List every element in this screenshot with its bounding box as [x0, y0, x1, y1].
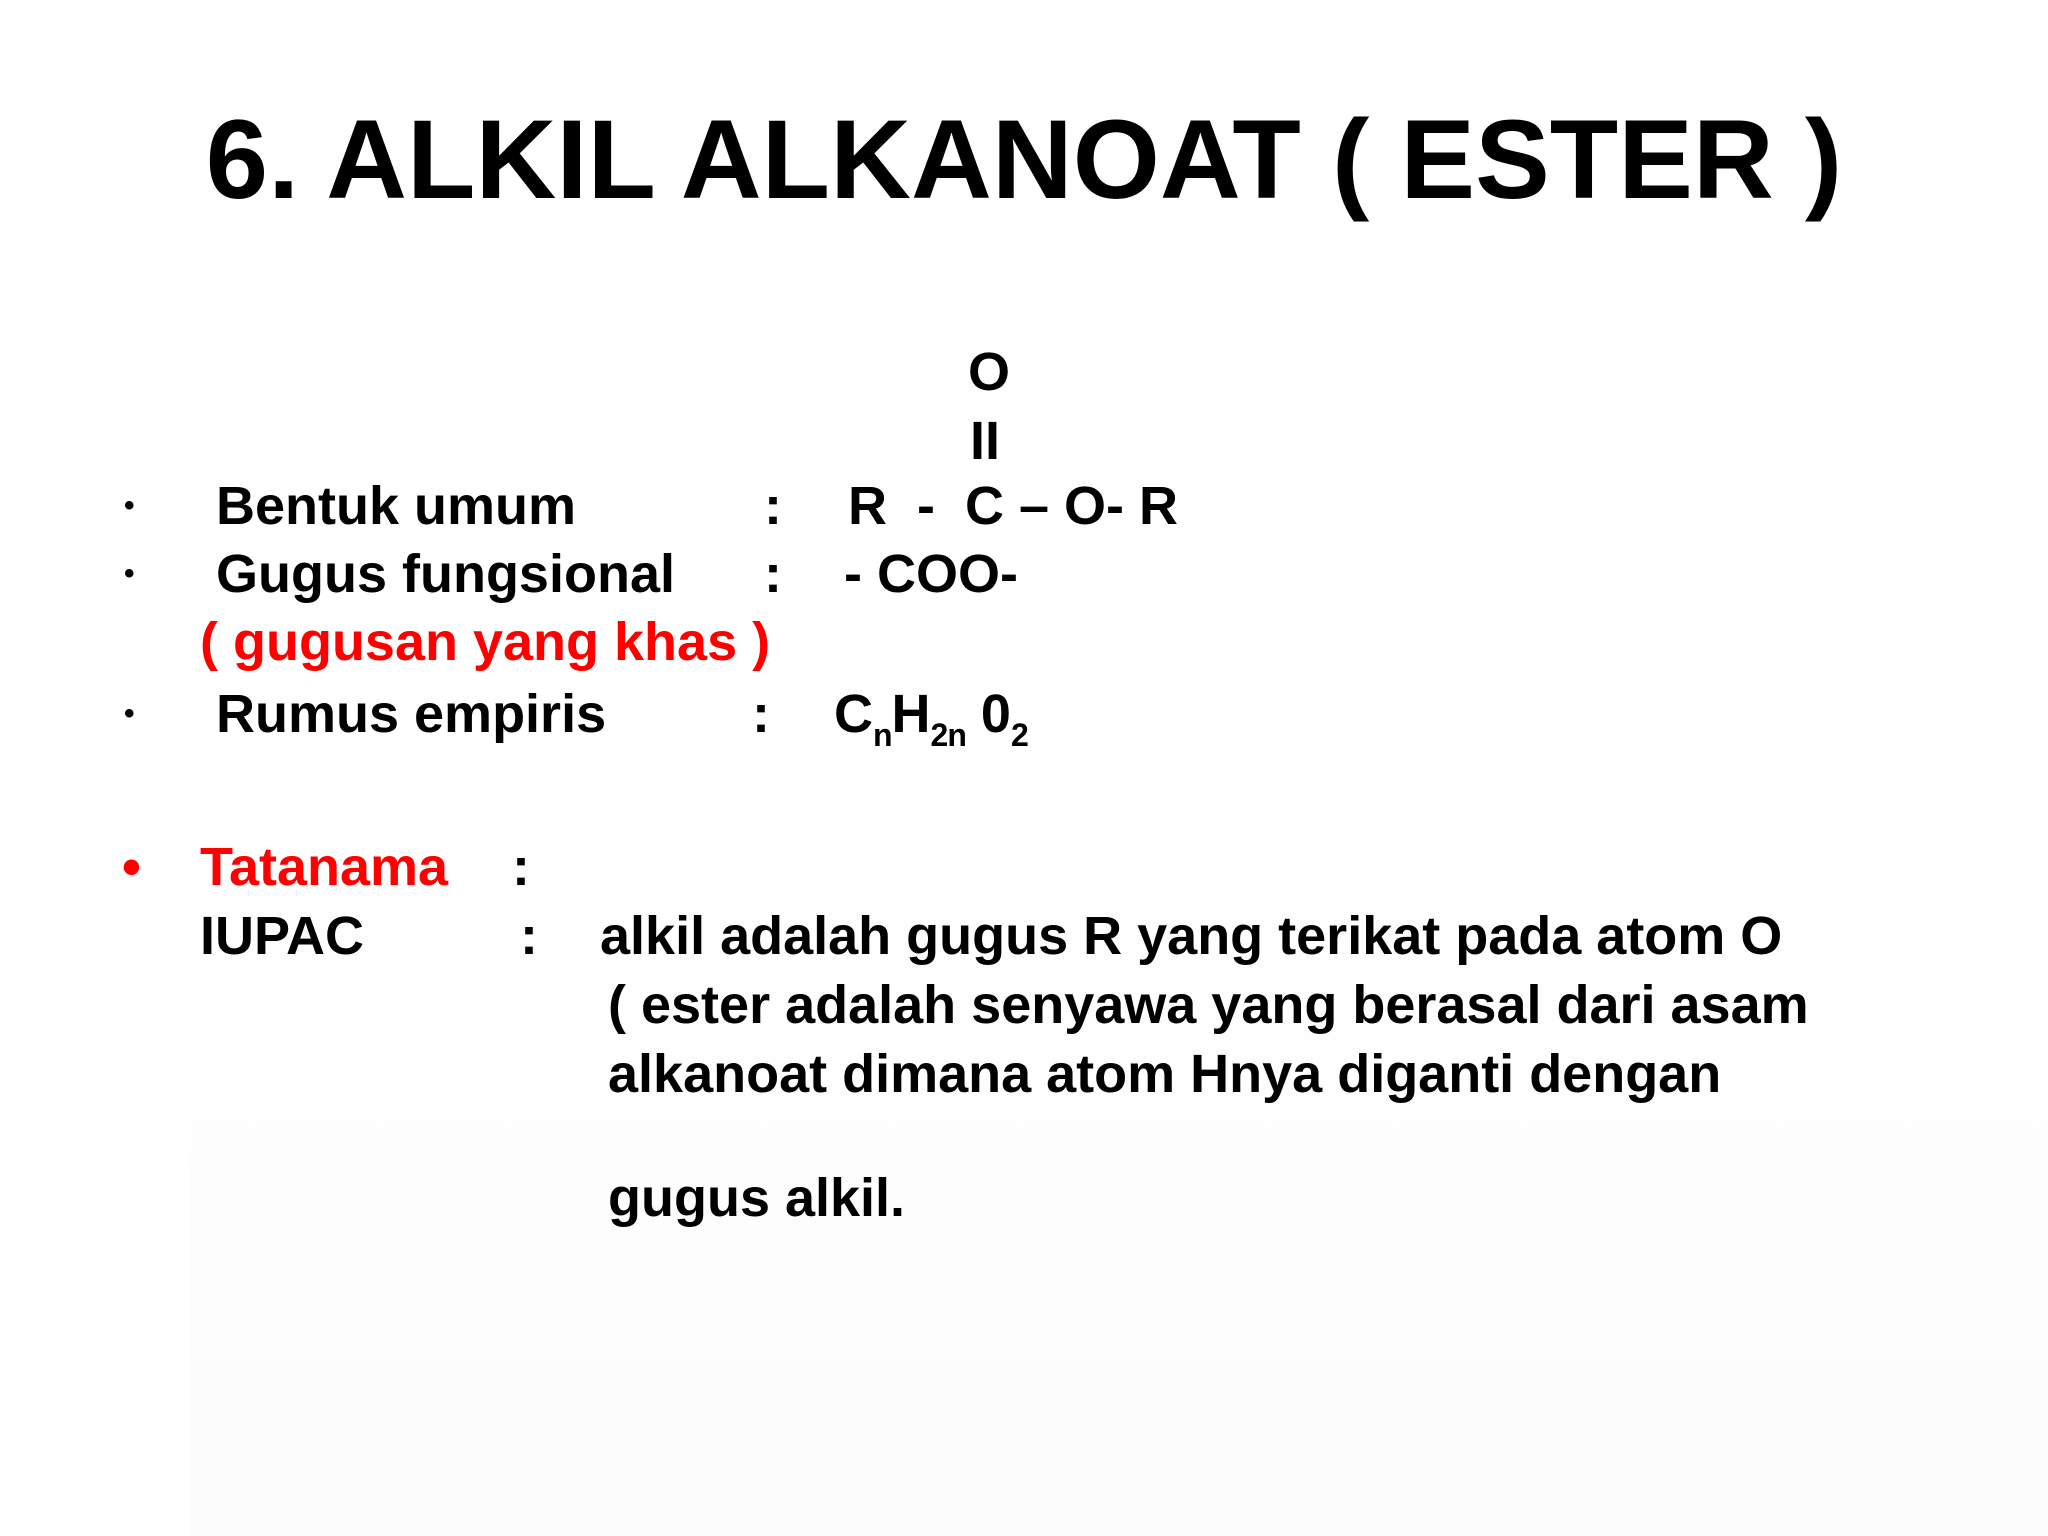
gugus-fungsional-label: Gugus fungsional — [216, 544, 675, 604]
gugusan-khas-note: ( gugusan yang khas ) — [200, 612, 771, 672]
tatanama-bullet: • — [122, 837, 141, 897]
iupac-definition-line: gugus alkil. — [608, 1168, 906, 1228]
rumus-empiris-colon: : — [752, 684, 770, 744]
bentuk-umum-colon: : — [764, 476, 782, 536]
formula-o-subscript: 2 — [1010, 717, 1028, 753]
tatanama-colon: : — [512, 837, 530, 897]
formula-h-subscript: 2n — [930, 717, 966, 753]
iupac-label: IUPAC — [200, 906, 365, 966]
tatanama-label: Tatanama — [200, 837, 449, 897]
gugus-fungsional-colon: : — [764, 544, 782, 604]
background-shade — [190, 700, 2048, 1536]
gugus-fungsional-value: - COO- — [844, 544, 1018, 604]
formula-h: H — [891, 684, 931, 744]
slide-title: 6. ALKIL ALKANOAT ( ESTER ) — [205, 97, 1843, 222]
carbonyl-double-bond: II — [970, 411, 1001, 471]
empirical-formula — [834, 682, 1028, 753]
iupac-definition-line: ( ester adalah senyawa yang berasal dari asam — [608, 975, 1809, 1035]
formula-c-subscript: n — [873, 717, 892, 753]
rumus-empiris-label: Rumus empiris — [216, 684, 607, 744]
formula-o: 0 — [980, 684, 1011, 744]
iupac-colon: : — [520, 906, 538, 966]
iupac-definition-line: alkanoat dimana atom Hnya diganti dengan — [608, 1044, 1722, 1104]
bullet-marker: • — [124, 557, 135, 590]
iupac-definition-line: alkil adalah gugus R yang terikat pada atom O — [600, 906, 1783, 966]
formula-c: C — [834, 684, 873, 744]
bullet-marker: • — [124, 489, 135, 522]
bentuk-umum-label: Bentuk umum — [216, 476, 577, 536]
carbonyl-oxygen: O — [968, 342, 1011, 402]
bentuk-umum-value: R - C – O- R — [848, 476, 1179, 536]
bullet-marker: • — [124, 697, 135, 730]
